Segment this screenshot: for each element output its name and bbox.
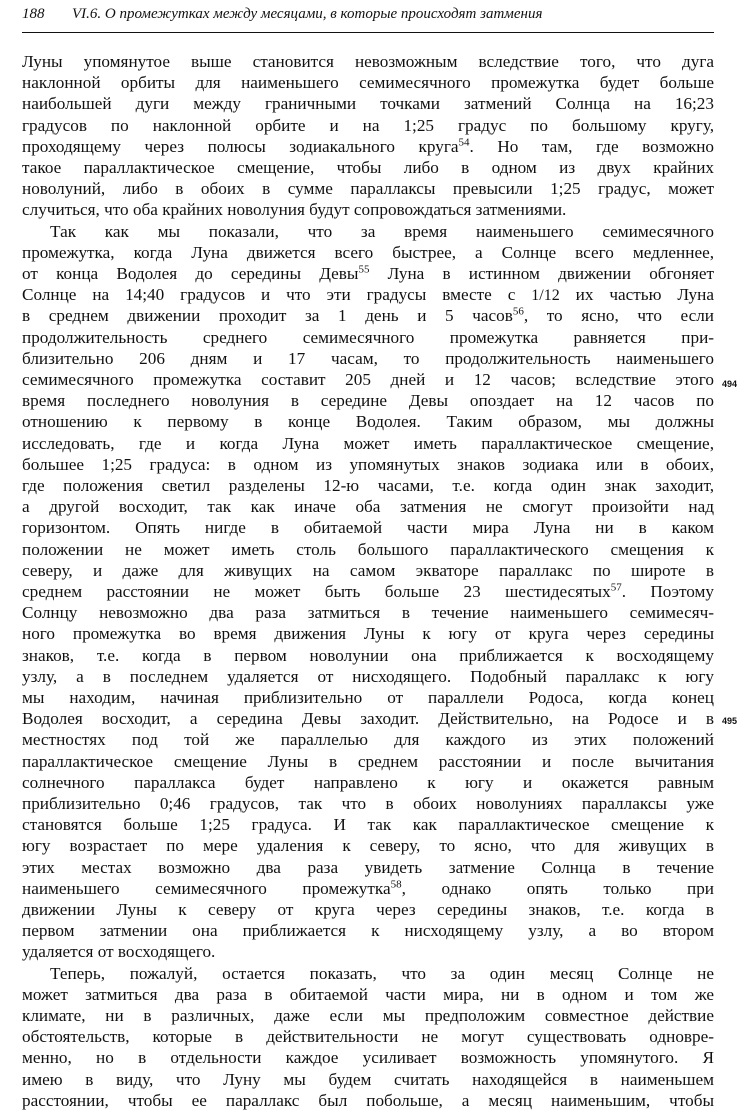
line-text: Теперь, пожалуй, остается показать, что за один месяц Солнце не [50, 963, 714, 983]
running-header [22, 6, 722, 23]
line-text: югу возрастает по мере удаления к северу, то ясно, что для живущих в [22, 836, 714, 856]
line-text: солнечного параллакса будет направлено к югу и окажется равным [22, 772, 714, 792]
line-text: отношению к первому в конце Водолея. Таким образом, мы должны [22, 412, 714, 432]
line-text: положении не может иметь столь большого параллактического смещения к [22, 539, 714, 559]
margin-number: 495 [722, 716, 738, 726]
line-text-continued: , то ясно, что если [523, 306, 714, 326]
footnote-marker: 55 [358, 263, 370, 276]
line-text: имею в виду, что Луну мы будем считать находящейся в наименьшем [22, 1069, 714, 1089]
line-text: движении Луны к северу от круга через середины знаков, т.е. когда в [22, 900, 714, 919]
footnote-marker: 54 [458, 136, 470, 149]
line-text: проходящему через полюсы зодиакального круга [22, 136, 459, 156]
line-text: приблизительно 0;46 градусов, так что в обоих новолуниях параллаксы уже [22, 794, 714, 813]
footnote-marker: 56 [512, 305, 524, 318]
line-text: такое параллактическое смещение, чтобы либо в одном из двух крайних [22, 158, 714, 177]
line-text: мы находим, начиная приблизительно от параллели Родоса, когда конец [22, 688, 714, 707]
line-text: случиться, что оба крайних новолуния будут сопровождаться затмениями. [22, 200, 567, 220]
line-text-continued: , однако опять только при [401, 878, 714, 898]
line-text: Солнце на 14;40 градусов и что эти градусы вместе с [22, 285, 532, 305]
line-text: узлу, а в последнем удаляется от нисходящего. Подобный параллакс к югу [22, 666, 714, 686]
line-text: большее 1;25 градуса: в одном из упомянутых знаков зодиака или в обоих, [22, 454, 714, 474]
line-text: новолуний, либо в обоих в сумме параллаксы превысили 1;25 градус, может [22, 179, 714, 199]
running-title: VI.6. О промежутках между месяцами, в которые происходят затмения [72, 6, 543, 22]
line-text: параллактическое смещение Луны в среднем расстоянии и после вычитания [22, 751, 714, 771]
line-text: ного промежутка во время движения Луны к югу от круга через середины [22, 624, 714, 644]
line-text: северу, и даже для живущих на самом экваторе параллакс по широте в [22, 560, 714, 580]
line-text: может затмиться два раза в обитаемой части мира, ни в одном и том же [22, 984, 714, 1004]
line-text-continued: Луна в истинном движении обгоняет [369, 264, 714, 283]
line-text: первом затмении она приближается к нисходящему узлу, а во втором [22, 921, 714, 941]
text-line [22, 1089, 714, 1113]
footnote-marker: 58 [390, 878, 402, 891]
line-text: наклонной орбиты для наименьшего семимесячного промежутка будет больше [22, 73, 714, 93]
line-text: промежутка, когда Луна движется всего быстрее, а Солнце всего медленнее, [22, 242, 714, 262]
line-text-continued: их частью Луна [559, 285, 714, 305]
line-text: Так как мы показали, что за время наименьшего семимесячного [50, 221, 714, 241]
line-text-continued: . Поэтому [621, 582, 714, 601]
line-text: климате, ни в различных, даже если мы предположим совместное действие [22, 1006, 714, 1025]
line-text: становятся больше 1;25 градуса. И так как параллактическое смещение к [22, 815, 714, 835]
line-text-continued: . Но там, где возможно [469, 136, 714, 156]
line-text: удаляется от восходящего. [22, 942, 216, 962]
line-text: градусов по наклонной орбите и на 1;25 градус по большому кругу, [22, 115, 714, 135]
line-text: Луны упомянутое выше становится невозможным вследствие того, что дуга [22, 52, 714, 71]
line-text: менно, но в отдельности каждое усиливает возможность упомянутого. Я [22, 1048, 714, 1068]
header-rule [22, 32, 714, 33]
fraction: 1/12 [531, 287, 560, 305]
line-text: среднем расстоянии не может быть больше 23 шестидесятых [22, 582, 611, 601]
line-text: в среднем движении проходит за 1 день и 5 часов [22, 306, 513, 326]
line-text: расстоянии, чтобы ее параллакс был побольше, а месяц наименьшим, чтобы [22, 1090, 714, 1110]
line-text: обстоятельств, которые в действительности не могут существовать одновре- [22, 1027, 714, 1047]
line-text: семимесячного промежутка составит 205 дней и 12 часов; вследствие этого [22, 370, 714, 389]
margin-number: 494 [722, 379, 738, 389]
line-text: а другой восходит, так как иначе оба затмения не смогут произойти над [22, 497, 714, 517]
footnote-marker: 57 [610, 581, 622, 594]
line-text: время последнего новолуния в середине Девы опоздает на 12 часов по [22, 391, 714, 411]
line-text: продолжительность среднего семимесячного промежутка равняется при- [22, 327, 714, 347]
line-text: исследовать, где и когда Луна может иметь параллактическое смещение, [22, 433, 714, 453]
line-text: Водолея восходит, а середина Девы заходит. Действительно, на Родосе и в [22, 709, 714, 729]
line-text: знаков, т.е. когда в первом новолунии она приближается к восходящему [22, 645, 714, 665]
page-number: 188 [22, 6, 45, 22]
line-text: Солнцу невозможно два раза затмиться в течение наименьшего семимесяч- [22, 603, 714, 623]
line-text: местностях под той же параллелью для каждого из этих положений [22, 730, 714, 750]
line-text: этих местах возможно два раза увидеть затмение Солнца в течение [22, 857, 714, 877]
line-text: наименьшего семимесячного промежутка [22, 878, 391, 898]
line-text: близительно 206 дням и 17 часам, то продолжительность наименьшего [22, 348, 714, 368]
line-text: горизонтом. Опять нигде в обитаемой части мира Луна ни в каком [22, 518, 714, 538]
line-text: где положения светил разделены 12-ю часами, т.е. когда один знак заходит, [22, 476, 714, 495]
line-text: от конца Водолея до середины Девы [22, 264, 359, 283]
line-text: наибольшей дуги между граничными точками затмений Солнца на 16;23 [22, 94, 714, 114]
